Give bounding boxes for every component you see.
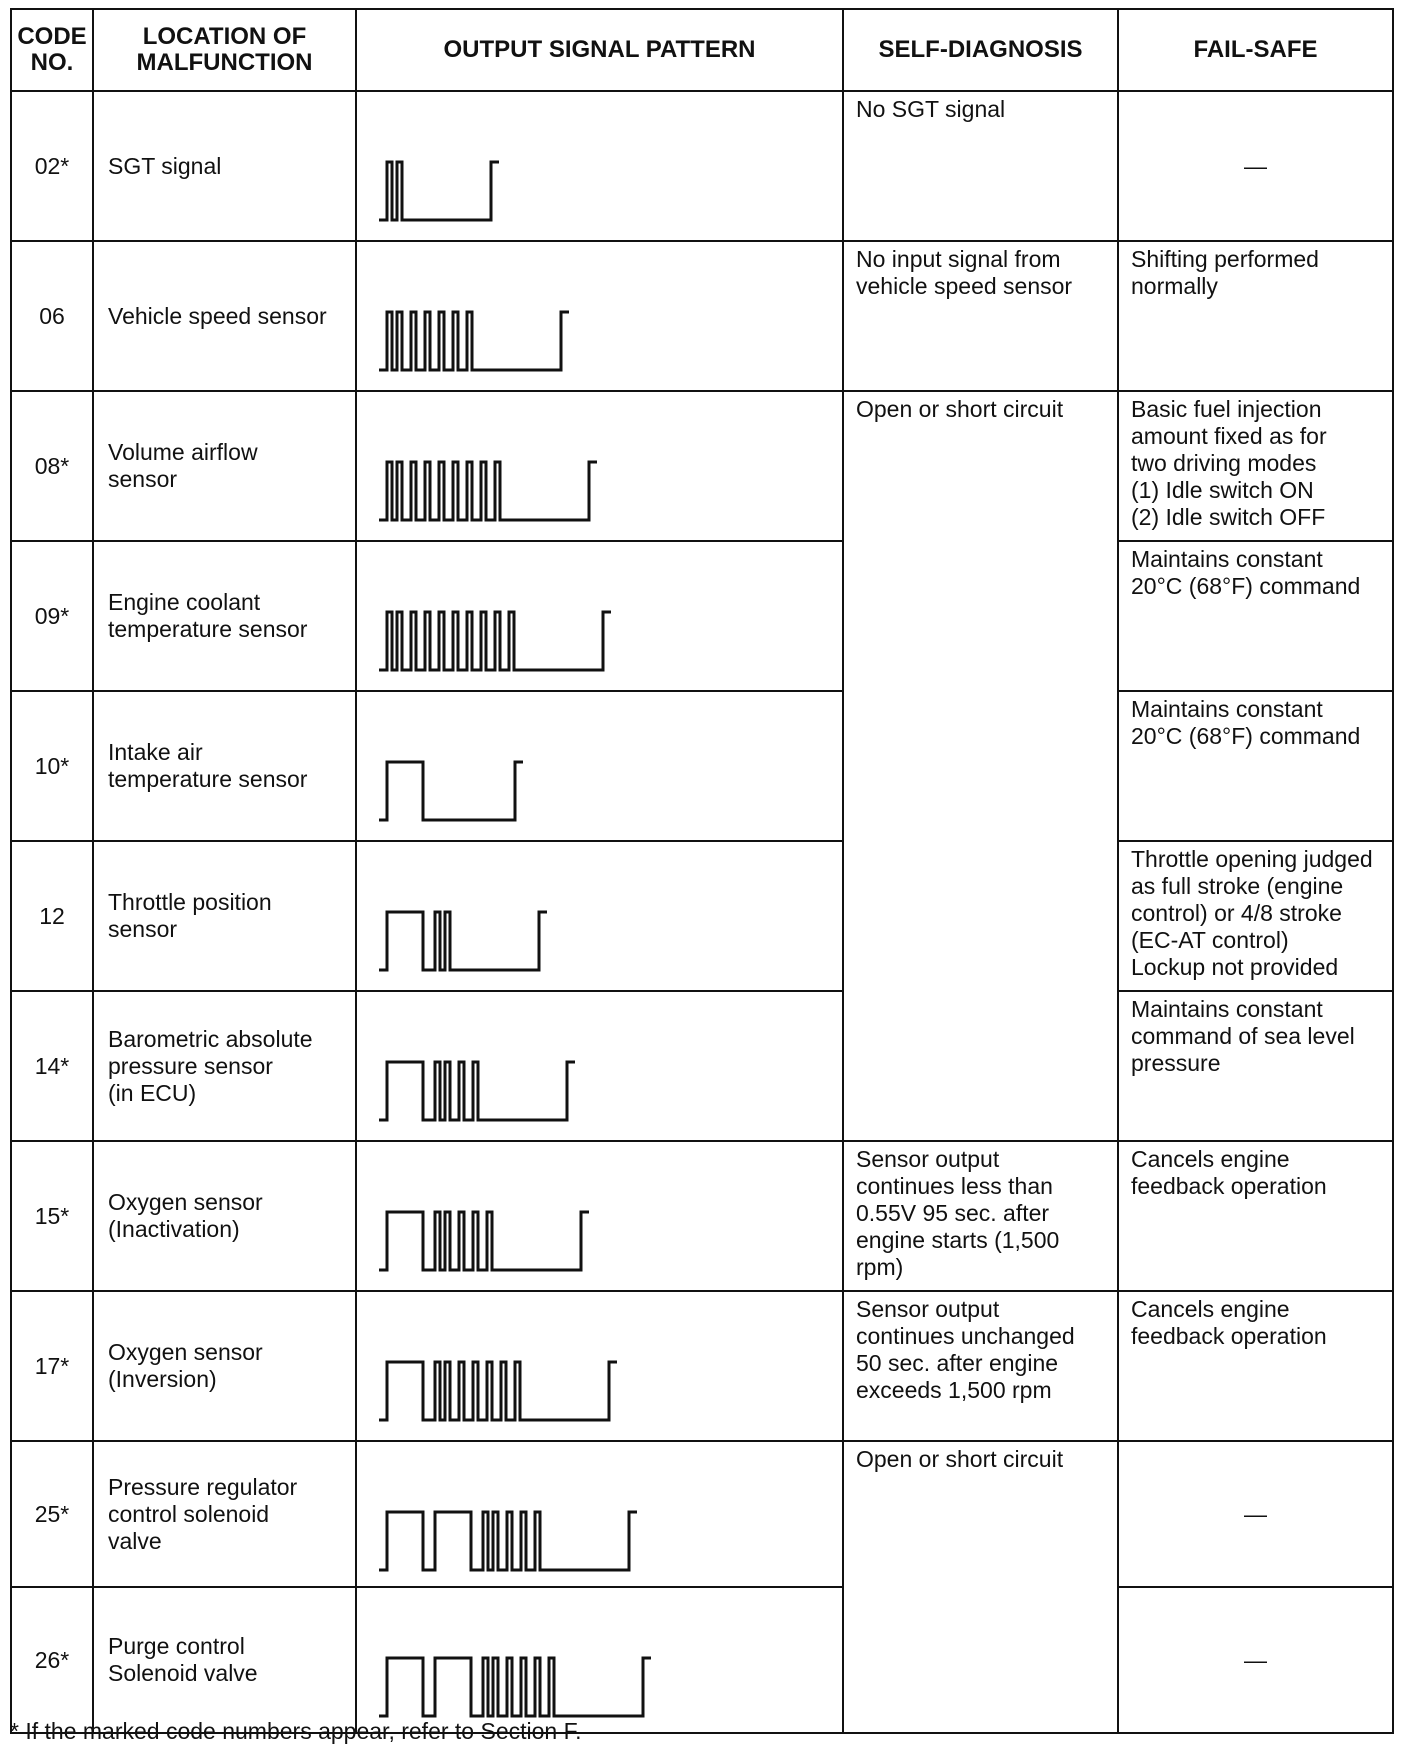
signal-pattern-cell — [356, 1141, 843, 1291]
signal-pattern-cell — [356, 991, 843, 1141]
signal-pattern-cell — [356, 391, 843, 541]
signal-trace — [379, 1212, 589, 1270]
signal-waveform — [357, 92, 844, 236]
code-cell: 12 — [11, 841, 93, 991]
location-cell: Engine coolant temperature sensor — [93, 541, 356, 691]
signal-waveform — [357, 692, 844, 836]
signal-waveform — [357, 542, 844, 686]
fail-safe-cell: — — [1118, 91, 1393, 241]
self-diagnosis-cell: No input signal from vehicle speed sensor — [843, 241, 1118, 391]
location-cell: Pressure regulator control solenoid valve — [93, 1441, 356, 1587]
diagnosis-table — [10, 8, 1394, 1734]
signal-waveform — [357, 1292, 844, 1436]
code-cell: 09* — [11, 541, 93, 691]
fail-safe-cell: Maintains constant 20°C (68°F) command — [1118, 691, 1393, 841]
signal-trace — [379, 162, 499, 220]
header-fail-safe: FAIL-SAFE — [1118, 9, 1393, 91]
header-code: CODE NO. — [11, 9, 93, 91]
signal-pattern-cell — [356, 1587, 843, 1733]
location-cell: Oxygen sensor (Inversion) — [93, 1291, 356, 1441]
signal-waveform — [357, 242, 844, 386]
code-cell: 26* — [11, 1587, 93, 1733]
location-cell: Oxygen sensor (Inactivation) — [93, 1141, 356, 1291]
code-cell: 17* — [11, 1291, 93, 1441]
table-row — [11, 241, 1393, 391]
header-signal-pattern: OUTPUT SIGNAL PATTERN — [356, 9, 843, 91]
signal-trace — [379, 1062, 575, 1120]
location-cell: Volume airflow sensor — [93, 391, 356, 541]
signal-pattern-cell — [356, 91, 843, 241]
code-cell: 10* — [11, 691, 93, 841]
signal-waveform — [357, 392, 844, 536]
signal-waveform — [357, 842, 844, 986]
signal-trace — [379, 312, 569, 370]
code-cell: 02* — [11, 91, 93, 241]
signal-waveform — [357, 1588, 844, 1732]
table-row — [11, 91, 1393, 241]
table-row — [11, 541, 1393, 691]
signal-pattern-cell — [356, 241, 843, 391]
signal-pattern-cell — [356, 1291, 843, 1441]
fail-safe-cell: Throttle opening judged as full stroke (engine control) or 4/8 stroke (EC-AT control) Lockup not provided — [1118, 841, 1393, 991]
signal-trace — [379, 1362, 617, 1420]
table-row — [11, 991, 1393, 1141]
signal-trace — [379, 1512, 637, 1570]
fail-safe-cell: — — [1118, 1441, 1393, 1587]
signal-trace — [379, 462, 597, 520]
fail-safe-cell: Cancels engine feedback operation — [1118, 1141, 1393, 1291]
table-row — [11, 841, 1393, 991]
location-cell: Throttle position sensor — [93, 841, 356, 991]
code-cell: 06 — [11, 241, 93, 391]
location-cell: Purge control Solenoid valve — [93, 1587, 356, 1733]
signal-trace — [379, 1658, 651, 1716]
signal-trace — [379, 912, 547, 970]
table-row — [11, 391, 1393, 541]
signal-pattern-cell — [356, 541, 843, 691]
code-cell: 08* — [11, 391, 93, 541]
self-diagnosis-cell: Sensor output continues unchanged 50 sec. after engine exceeds 1,500 rpm — [843, 1291, 1118, 1441]
self-diagnosis-cell: Open or short circuit — [843, 391, 1118, 1141]
fail-safe-cell: Cancels engine feedback operation — [1118, 1291, 1393, 1441]
signal-pattern-cell — [356, 841, 843, 991]
table-row — [11, 1441, 1393, 1587]
signal-waveform — [357, 1442, 844, 1586]
signal-pattern-cell — [356, 1441, 843, 1587]
signal-pattern-cell — [356, 691, 843, 841]
fail-safe-cell: — — [1118, 1587, 1393, 1733]
header-row — [11, 9, 1393, 91]
table-row — [11, 1141, 1393, 1291]
location-cell: Intake air temperature sensor — [93, 691, 356, 841]
footnote: * If the marked code numbers appear, refer to Section F. — [10, 1718, 582, 1744]
signal-waveform — [357, 1142, 844, 1286]
signal-trace — [379, 762, 523, 820]
location-cell: SGT signal — [93, 91, 356, 241]
fail-safe-cell: Maintains constant 20°C (68°F) command — [1118, 541, 1393, 691]
table-row — [11, 691, 1393, 841]
table-row — [11, 1291, 1393, 1441]
code-cell: 25* — [11, 1441, 93, 1587]
header-self-diagnosis: SELF-DIAGNOSIS — [843, 9, 1118, 91]
location-cell: Barometric absolute pressure sensor (in ECU) — [93, 991, 356, 1141]
fail-safe-cell: Shifting performed normally — [1118, 241, 1393, 391]
fail-safe-cell: Basic fuel injection amount fixed as for two driving modes (1) Idle switch ON (2) Idle switch OFF — [1118, 391, 1393, 541]
self-diagnosis-cell: Sensor output continues less than 0.55V 95 sec. after engine starts (1,500 rpm) — [843, 1141, 1118, 1291]
self-diagnosis-cell: No SGT signal — [843, 91, 1118, 241]
code-cell: 15* — [11, 1141, 93, 1291]
location-cell: Vehicle speed sensor — [93, 241, 356, 391]
signal-trace — [379, 612, 611, 670]
fail-safe-cell: Maintains constant command of sea level pressure — [1118, 991, 1393, 1141]
header-location: LOCATION OF MALFUNCTION — [93, 9, 356, 91]
code-cell: 14* — [11, 991, 93, 1141]
self-diagnosis-cell: Open or short circuit — [843, 1441, 1118, 1733]
signal-waveform — [357, 992, 844, 1136]
table-row — [11, 1587, 1393, 1733]
